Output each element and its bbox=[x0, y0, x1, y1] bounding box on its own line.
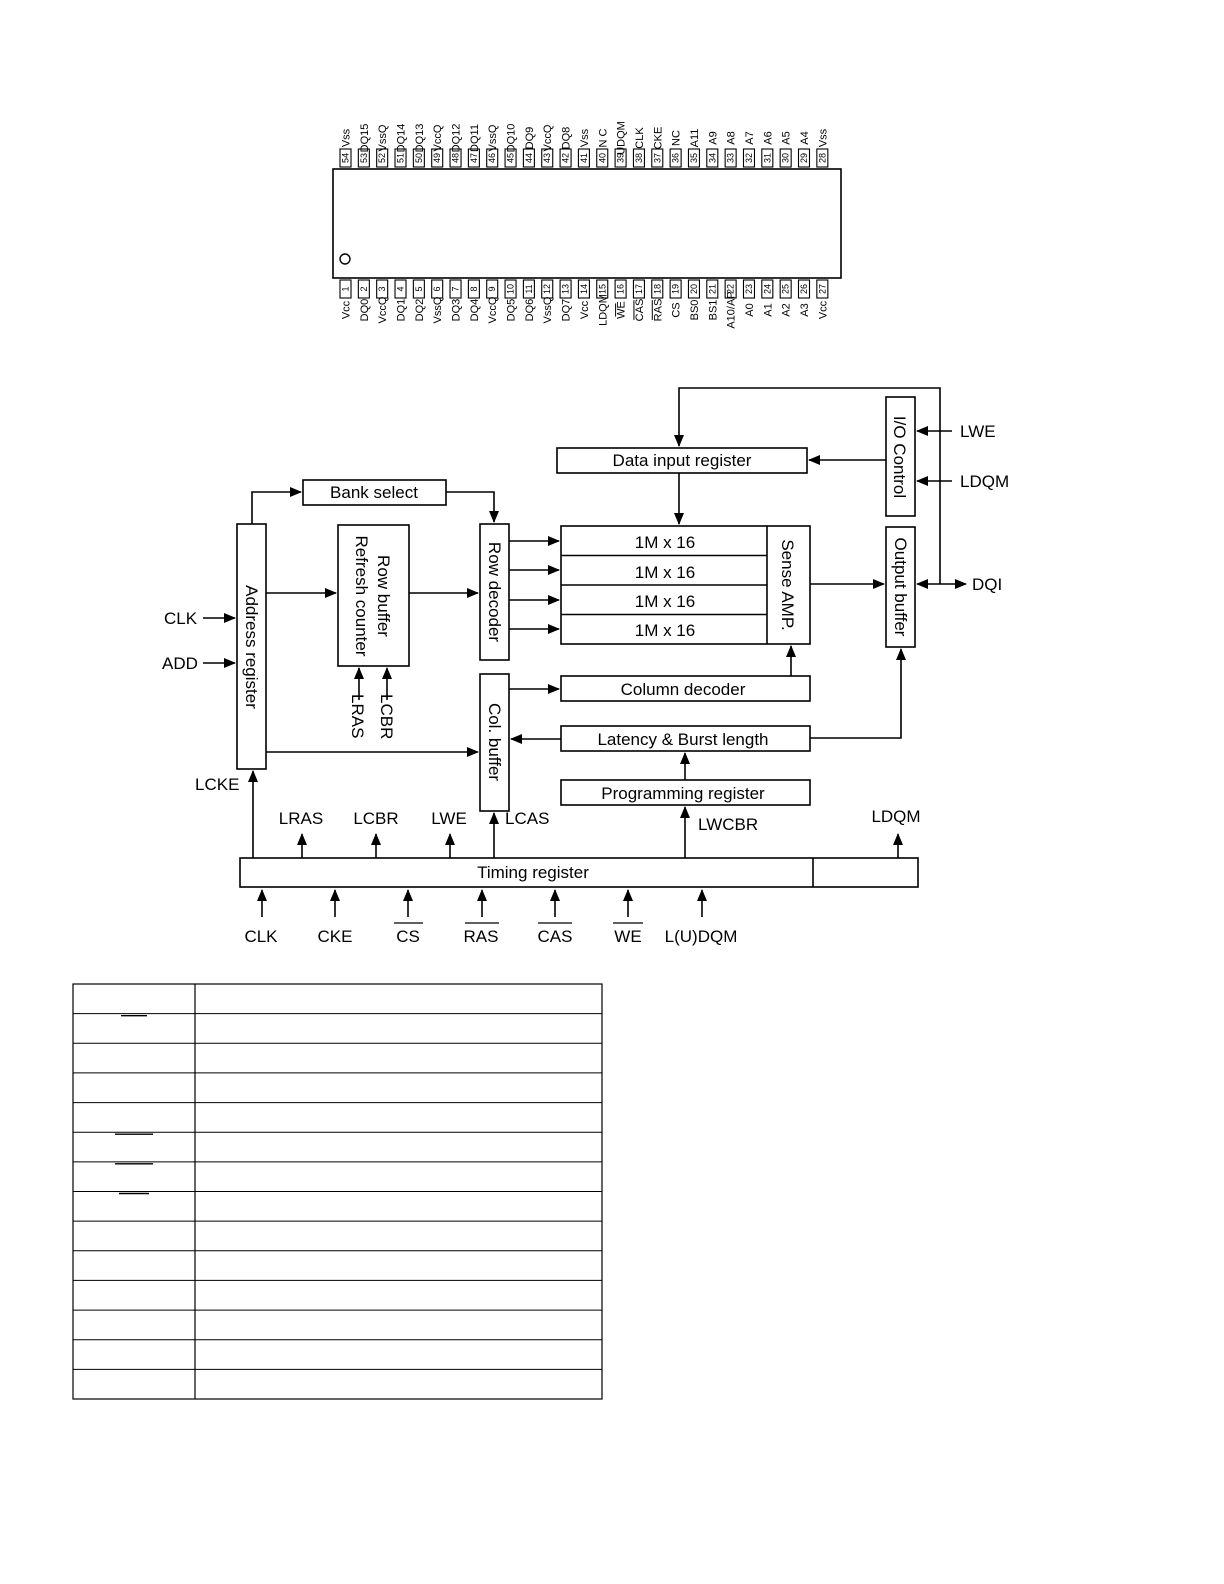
pin-number: 13 bbox=[560, 283, 571, 295]
signal-lwe: LWE bbox=[960, 422, 996, 441]
output-buffer-label: Output buffer bbox=[891, 537, 910, 637]
pin-1 bbox=[340, 280, 353, 319]
block-labels bbox=[242, 416, 910, 882]
pin-number: 34 bbox=[707, 152, 718, 164]
pin-name: WE bbox=[615, 301, 628, 319]
pin-44 bbox=[523, 127, 536, 167]
pin-name: N C bbox=[597, 128, 610, 148]
pin-name: UDQM bbox=[615, 121, 628, 155]
pin-14 bbox=[578, 280, 591, 319]
pin-number: 50 bbox=[413, 152, 424, 164]
pin-name: A1 bbox=[762, 303, 775, 317]
pin-47 bbox=[468, 124, 481, 167]
pin-number: 52 bbox=[377, 152, 388, 164]
pin-name: DQ8 bbox=[560, 126, 573, 150]
array-bank-2-label: 1M x 16 bbox=[634, 592, 696, 611]
pin-number: 4 bbox=[395, 286, 406, 292]
pin-number: 5 bbox=[413, 286, 424, 292]
signal-cs: CS bbox=[396, 927, 420, 946]
pin-number: 23 bbox=[743, 283, 754, 295]
pin-name: VssQ bbox=[487, 124, 500, 152]
pin-19 bbox=[670, 280, 683, 318]
pin-11 bbox=[523, 280, 536, 321]
pin-name: DQ14 bbox=[395, 123, 408, 153]
pin-name: A11 bbox=[688, 128, 701, 148]
pin1-marker bbox=[340, 254, 350, 264]
pin-name: DQ15 bbox=[358, 123, 371, 153]
pin-number: 24 bbox=[762, 283, 773, 295]
pin-number: 1 bbox=[340, 286, 351, 292]
pin-6 bbox=[432, 280, 445, 323]
pin-23 bbox=[743, 280, 756, 317]
pin-name: CLK bbox=[633, 127, 646, 149]
pin-number: 14 bbox=[578, 283, 589, 295]
signal-lras-vertical: LRAS bbox=[348, 694, 367, 739]
pin-number: 19 bbox=[670, 283, 681, 295]
pin-53 bbox=[358, 124, 371, 167]
pin-name: Vss bbox=[340, 128, 353, 148]
array-bank-3-label: 1M x 16 bbox=[634, 621, 696, 640]
pin-name: A10/AP bbox=[725, 291, 738, 329]
pin-number: 32 bbox=[743, 152, 754, 164]
pin-5 bbox=[413, 280, 426, 321]
pin-name: DQ4 bbox=[468, 298, 481, 322]
pin-3 bbox=[377, 280, 390, 323]
pin-name: A7 bbox=[743, 131, 756, 145]
pin-number: 35 bbox=[688, 152, 699, 164]
pin-number: 28 bbox=[817, 152, 828, 164]
pin-number: 3 bbox=[377, 286, 388, 292]
col-buffer-label: Col. buffer bbox=[485, 702, 504, 782]
pin-41 bbox=[578, 128, 591, 167]
pin-number: 30 bbox=[780, 152, 791, 164]
pin-name: VccQ bbox=[542, 124, 555, 152]
pin-name: DQ9 bbox=[523, 126, 536, 150]
pin-number: 25 bbox=[780, 283, 791, 295]
pin-30 bbox=[780, 131, 793, 167]
pin-number: 41 bbox=[578, 152, 589, 164]
pin-number: 27 bbox=[817, 283, 828, 295]
pin-8 bbox=[468, 280, 481, 321]
bottom-pin-row bbox=[340, 280, 829, 329]
pin-number: 38 bbox=[633, 152, 644, 164]
pin-number: 8 bbox=[468, 286, 479, 292]
pin-number: 47 bbox=[468, 152, 479, 164]
pin-29 bbox=[799, 131, 812, 167]
pin-name: DQ7 bbox=[560, 298, 573, 322]
pin-number: 49 bbox=[432, 152, 443, 164]
pin-number: 18 bbox=[652, 283, 663, 295]
refresh-counter-label: Refresh counter bbox=[352, 535, 371, 657]
pin-name: VccQ bbox=[377, 296, 390, 324]
sense-amp-label: Sense AMP. bbox=[778, 539, 797, 631]
pin-50 bbox=[413, 124, 426, 167]
pin-name: A0 bbox=[743, 303, 756, 317]
pin-40 bbox=[597, 128, 610, 167]
pin-4 bbox=[395, 280, 408, 321]
pin-name: Vss bbox=[578, 128, 591, 148]
pin-21 bbox=[707, 280, 720, 320]
pin-34 bbox=[707, 131, 720, 167]
signal-ldqm-right: LDQM bbox=[960, 472, 1010, 491]
pin-name: Vcc bbox=[340, 300, 353, 320]
signal-add-in: ADD bbox=[162, 654, 198, 673]
conn-addr-to-bank bbox=[252, 492, 301, 524]
pin-number: 26 bbox=[799, 283, 809, 295]
pin-name: A5 bbox=[780, 131, 793, 145]
row-buffer-box bbox=[338, 525, 409, 666]
pin-26 bbox=[799, 280, 812, 317]
conn-bank-to-row-decoder bbox=[446, 492, 494, 522]
conn-latency-to-output bbox=[810, 649, 901, 738]
pin-name: CS bbox=[670, 302, 683, 318]
pin-name: VssQ bbox=[542, 296, 555, 324]
signal-clk-in: CLK bbox=[164, 609, 198, 628]
pin-number: 46 bbox=[487, 152, 498, 164]
pin-9 bbox=[487, 280, 500, 323]
pin-name: DQ0 bbox=[358, 298, 371, 322]
pin-name: VccQ bbox=[487, 296, 500, 324]
pin-number: 54 bbox=[340, 152, 351, 164]
io-control-label: I/O Control bbox=[890, 415, 909, 499]
tsop-package bbox=[333, 121, 841, 328]
pin-35 bbox=[688, 129, 701, 167]
column-decoder-label: Column decoder bbox=[620, 680, 746, 699]
pin-51 bbox=[395, 124, 408, 167]
pin-name: DQ12 bbox=[450, 123, 463, 153]
row-decoder-label: Row decoder bbox=[485, 541, 504, 643]
pin-number: 43 bbox=[542, 152, 553, 164]
pin-number: 42 bbox=[560, 152, 571, 164]
latency-label: Latency & Burst length bbox=[597, 730, 769, 749]
pin-name: VssQ bbox=[432, 296, 445, 324]
block-diagram bbox=[203, 388, 966, 923]
pin-number: 45 bbox=[505, 152, 516, 164]
pin-name: A4 bbox=[799, 131, 811, 145]
pin-number: 9 bbox=[487, 286, 498, 292]
pin-18 bbox=[652, 280, 665, 321]
pin-49 bbox=[432, 124, 445, 167]
pin-12 bbox=[542, 280, 555, 323]
pin-name: DQ6 bbox=[523, 298, 536, 322]
row-buffer-label: Row buffer bbox=[374, 555, 393, 637]
pin-number: 21 bbox=[707, 283, 718, 295]
pin-name: Vcc bbox=[817, 300, 830, 320]
pin-name: Vcc bbox=[578, 300, 591, 320]
pin-37 bbox=[652, 127, 665, 167]
signal-cas: CAS bbox=[537, 927, 573, 946]
pin-number: 22 bbox=[725, 283, 736, 295]
signal-clk: CLK bbox=[244, 927, 278, 946]
data-input-register-label: Data input register bbox=[612, 451, 752, 470]
pin-name: LDQM bbox=[597, 294, 610, 326]
pin-33 bbox=[725, 131, 738, 167]
pin-54 bbox=[340, 128, 353, 167]
pin-number: 16 bbox=[615, 283, 626, 295]
pin-number: 12 bbox=[542, 283, 553, 295]
pin-38 bbox=[633, 127, 646, 167]
pin-28 bbox=[817, 128, 830, 167]
pin-number: 40 bbox=[597, 152, 608, 164]
pin-name: DQ1 bbox=[395, 298, 408, 322]
pin-number: 31 bbox=[762, 152, 773, 164]
pin-name: DQ5 bbox=[505, 298, 518, 322]
pin-number: 2 bbox=[358, 286, 369, 292]
pin-13 bbox=[560, 280, 573, 321]
pin-number: 53 bbox=[358, 152, 369, 164]
signal-ldqm-top: LDQM bbox=[871, 807, 921, 826]
array-bank-0-label: 1M x 16 bbox=[634, 533, 696, 552]
pin-name: RAS bbox=[652, 298, 665, 322]
pin-24 bbox=[762, 280, 775, 317]
pin-number: 48 bbox=[450, 152, 461, 164]
signal-lcke: LCKE bbox=[195, 775, 240, 794]
pin-name: DQ3 bbox=[450, 298, 463, 322]
pin-52 bbox=[377, 124, 390, 167]
pin-45 bbox=[505, 124, 518, 167]
pin-name: A3 bbox=[799, 303, 811, 317]
pin-name: CAS bbox=[633, 298, 646, 322]
pin-name: A8 bbox=[725, 131, 738, 145]
pin-25 bbox=[780, 280, 793, 317]
pin-42 bbox=[560, 127, 573, 167]
pin-46 bbox=[487, 124, 500, 167]
pin-name: A6 bbox=[762, 131, 775, 145]
signal-lcas: LCAS bbox=[505, 809, 550, 828]
pin-name: VccQ bbox=[432, 124, 445, 152]
pin-number: 7 bbox=[450, 286, 461, 292]
pin-name: CKE bbox=[652, 126, 665, 150]
pin-number: 20 bbox=[688, 283, 699, 295]
signal-ras: RAS bbox=[463, 927, 499, 946]
timing-register-label: Timing register bbox=[477, 863, 589, 882]
pin-32 bbox=[743, 131, 756, 167]
pin-name: BS1 bbox=[707, 299, 720, 321]
signal-cke: CKE bbox=[317, 927, 353, 946]
pin-number: 29 bbox=[799, 152, 809, 164]
pin-name: DQ13 bbox=[413, 123, 426, 153]
pin-name: NC bbox=[670, 130, 683, 146]
signal-dqi: DQI bbox=[972, 575, 1003, 594]
pin-15 bbox=[597, 280, 610, 326]
signal-lras: LRAS bbox=[278, 809, 324, 828]
address-register-label: Address register bbox=[242, 585, 261, 709]
signal-lwe-bottom: LWE bbox=[431, 809, 467, 828]
signal-lcbr-vertical: LCBR bbox=[377, 694, 396, 740]
pin-number: 11 bbox=[523, 284, 534, 294]
pin-31 bbox=[762, 131, 775, 167]
pin-7 bbox=[450, 280, 463, 321]
pin-2 bbox=[358, 280, 371, 321]
pin-name: BS0 bbox=[688, 299, 701, 321]
package-body bbox=[333, 169, 841, 278]
pin-number: 36 bbox=[670, 152, 681, 164]
array-bank-1-label: 1M x 16 bbox=[634, 563, 696, 582]
pin-number: 6 bbox=[432, 286, 443, 292]
pin-name: DQ11 bbox=[468, 124, 481, 152]
signal-we: WE bbox=[614, 927, 642, 946]
pin-name: VssQ bbox=[377, 124, 390, 152]
pin-description-table bbox=[73, 984, 602, 1399]
signal-lcbr: LCBR bbox=[353, 809, 399, 828]
pin-name: Vss bbox=[817, 128, 830, 148]
pin-27 bbox=[817, 280, 830, 319]
pin-number: 33 bbox=[725, 152, 736, 164]
top-pin-row bbox=[340, 121, 829, 167]
pin-number: 39 bbox=[615, 152, 626, 164]
pin-number: 15 bbox=[597, 283, 608, 295]
pin-39 bbox=[615, 121, 628, 167]
pin-number: 44 bbox=[523, 152, 534, 164]
signal-lwcbr: LWCBR bbox=[698, 815, 759, 834]
pin-name: A2 bbox=[780, 303, 793, 317]
pin-10 bbox=[505, 280, 518, 321]
pin-number: 51 bbox=[395, 152, 406, 164]
pin-name: DQ10 bbox=[505, 123, 518, 153]
pin-43 bbox=[542, 124, 555, 167]
signal-ludqm: L(U)DQM bbox=[664, 927, 738, 946]
pin-number: 37 bbox=[652, 152, 663, 164]
pin-name: A9 bbox=[707, 131, 720, 145]
pin-name: DQ2 bbox=[413, 298, 426, 322]
pin-22 bbox=[725, 280, 738, 329]
pin-16 bbox=[615, 280, 628, 319]
bank-select-label: Bank select bbox=[330, 483, 418, 502]
pin-48 bbox=[450, 124, 463, 167]
programming-register-label: Programming register bbox=[601, 784, 765, 803]
pin-number: 10 bbox=[505, 283, 516, 295]
pin-17 bbox=[633, 280, 646, 321]
pin-36 bbox=[670, 130, 683, 167]
pin-20 bbox=[688, 280, 701, 320]
pin-number: 17 bbox=[633, 283, 644, 295]
